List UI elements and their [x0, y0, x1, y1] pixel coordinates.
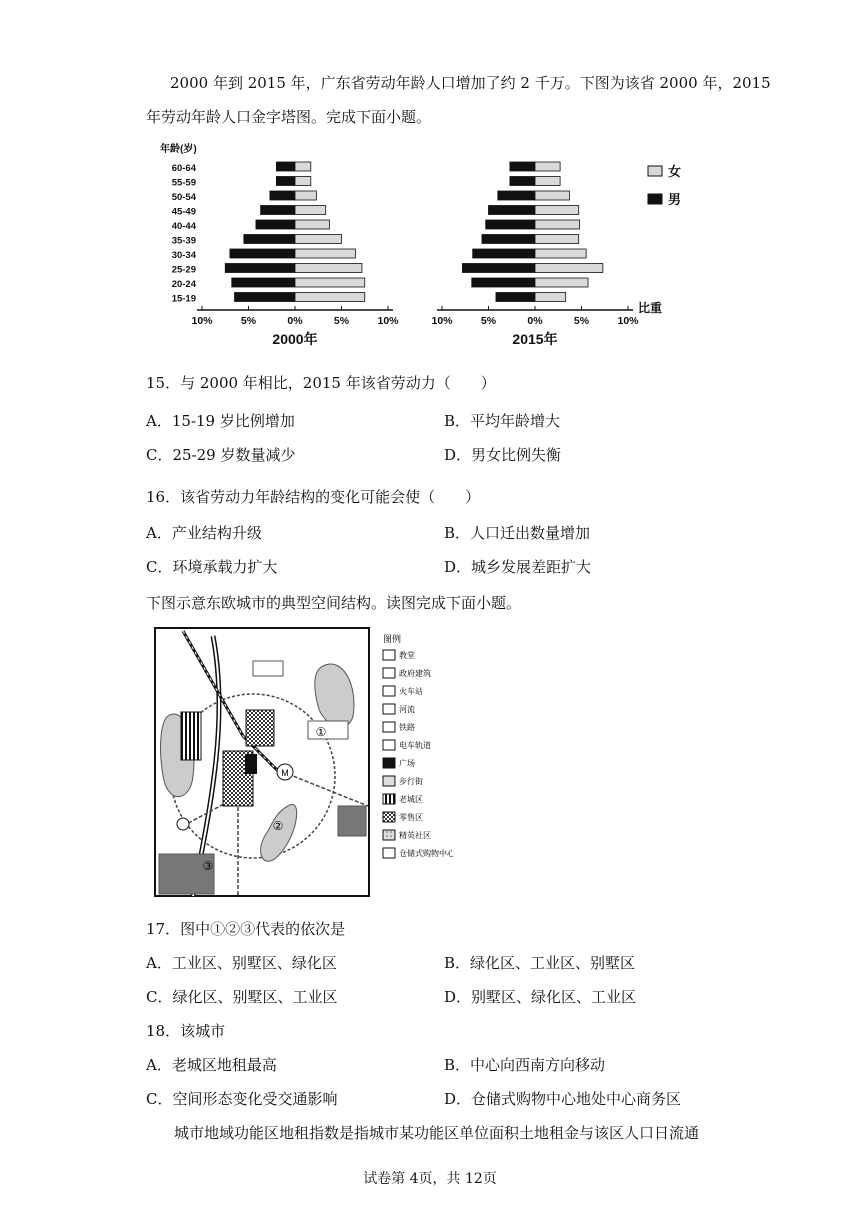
pyramid-svg — [160, 140, 700, 360]
bar-female — [535, 293, 566, 302]
bar-male — [276, 162, 295, 171]
bar-male — [510, 162, 535, 171]
tick-label-age: 40-44 — [171, 221, 196, 232]
panel-title: 2015年 — [512, 331, 558, 347]
bar-female — [295, 249, 355, 258]
tick-label-age: 50-54 — [171, 192, 196, 203]
legend-label-female: 女 — [668, 164, 682, 179]
q16-option-b: B．人口迁出数量增加 — [444, 524, 591, 542]
population-pyramid-chart — [160, 140, 700, 360]
x-tick-label: 5% — [573, 315, 590, 327]
bar-female — [535, 191, 569, 200]
x-tick-label: 10% — [617, 315, 639, 327]
x-tick-label: 10% — [191, 315, 213, 327]
page-footer: 试卷第 4页，共 12页 — [363, 1171, 497, 1187]
q18-option-d: D．仓储式购物中心地处中心商务区 — [444, 1090, 682, 1108]
bar-female — [295, 264, 362, 273]
svg-text:火车站: 火车站 — [399, 687, 423, 696]
q18-option-b: B．中心向西南方向移动 — [444, 1056, 606, 1074]
bar-male — [486, 220, 535, 229]
svg-text:电车轨道: 电车轨道 — [399, 741, 431, 750]
x-tick-label: 5% — [333, 315, 350, 327]
bar-female — [535, 177, 560, 186]
q15-option-a: A．15-19 岁比例增加 — [146, 412, 295, 430]
bar-male — [256, 220, 295, 229]
svg-text:铁路: 铁路 — [399, 723, 415, 732]
legend-title: 图例 — [383, 634, 402, 644]
bar-male — [462, 264, 535, 273]
svg-text:步行街: 步行街 — [399, 777, 423, 786]
bar-male — [230, 249, 295, 258]
bar-female — [295, 235, 342, 244]
svg-text:仓储式购物中心: 仓储式购物中心 — [399, 849, 453, 858]
city-map-svg — [153, 626, 453, 901]
q16-option-c: C．环境承载力扩大 — [146, 558, 278, 576]
x-tick-label: 10% — [377, 315, 399, 327]
label-m: M — [281, 768, 289, 778]
q17-option-c: C．绿化区、别墅区、工业区 — [146, 988, 338, 1006]
bar-male — [235, 293, 295, 302]
svg-text:零售区: 零售区 — [399, 813, 423, 822]
q17-option-d: D．别墅区、绿化区、工业区 — [444, 988, 637, 1006]
bar-male — [225, 264, 295, 273]
bar-female — [295, 278, 365, 287]
q18-option-a: A．老城区地租最高 — [146, 1056, 277, 1074]
label-1: ① — [315, 725, 327, 739]
q17-option-a: A．工业区、别墅区、绿化区 — [146, 954, 337, 972]
intro-map: 下图示意东欧城市的典型空间结构。读图完成下面小题。 — [146, 594, 522, 612]
bar-male — [261, 206, 295, 215]
label-3: ③ — [202, 859, 214, 873]
x-tick-label: 0% — [287, 315, 303, 327]
bar-female — [295, 220, 329, 229]
station-icon — [177, 818, 189, 830]
area-1-block — [308, 721, 348, 739]
q15-option-b: B．平均年龄增大 — [444, 412, 561, 430]
svg-text:政府建筑: 政府建筑 — [399, 669, 431, 678]
svg-text:老城区: 老城区 — [399, 795, 423, 804]
legend-swatch-male — [648, 194, 662, 204]
bar-female — [535, 249, 586, 258]
x-axis-label: 比重 — [638, 301, 663, 315]
bar-male — [244, 235, 295, 244]
legend-swatch-female — [648, 166, 662, 176]
intro-line-2: 年劳动年龄人口金字塔图。完成下面小题。 — [146, 108, 432, 126]
q16-option-d: D．城乡发展差距扩大 — [444, 558, 592, 576]
bar-female — [295, 293, 365, 302]
bar-male — [473, 249, 535, 258]
bar-male — [472, 278, 535, 287]
bar-male — [510, 177, 535, 186]
svg-text:教堂: 教堂 — [399, 651, 415, 660]
bar-female — [295, 177, 311, 186]
tick-label-age: 55-59 — [171, 177, 196, 189]
q18-stem: 18．该城市 — [146, 1022, 226, 1040]
label-2: ② — [272, 819, 284, 833]
q18-option-c: C．空间形态变化受交通影响 — [146, 1090, 338, 1108]
q15-option-c: C．25-29 岁数量减少 — [146, 446, 296, 464]
bar-male — [482, 235, 535, 244]
x-tick-label: 5% — [240, 315, 257, 327]
tick-label-age: 25-29 — [171, 264, 196, 276]
q16-option-a: A．产业结构升级 — [146, 524, 262, 542]
x-tick-label: 0% — [527, 315, 543, 327]
old-town-hatch — [181, 712, 201, 760]
legend-items — [383, 650, 453, 858]
q17-option-b: B．绿化区、工业区、别墅区 — [444, 954, 636, 972]
bar-male — [232, 278, 295, 287]
tick-label-age: 60-64 — [171, 163, 196, 174]
bar-female — [535, 235, 579, 244]
svg-text:河流: 河流 — [399, 705, 415, 714]
retail-block — [246, 710, 274, 746]
y-axis-title: 年龄(岁) — [160, 144, 197, 155]
tick-label-age: 20-24 — [171, 279, 196, 290]
bar-female — [535, 278, 588, 287]
tick-label-age: 30-34 — [171, 250, 196, 261]
tick-label-age: 45-49 — [171, 206, 196, 218]
bar-female — [535, 162, 560, 171]
intro-line-1: 2000 年到 2015 年，广东省劳动年龄人口增加了约 2 千万。下图为该省 2000 年，2015 — [170, 74, 771, 92]
bar-male — [489, 206, 536, 215]
city-structure-map — [153, 626, 453, 901]
q16-stem: 16．该省劳动力年龄结构的变化可能会使（ ） — [146, 488, 481, 506]
bar-male — [498, 191, 535, 200]
q15-stem: 15．与 2000 年相比，2015 年该省劳动力（ ） — [146, 374, 496, 392]
q17-stem: 17．图中①②③代表的依次是 — [146, 920, 346, 938]
q15-option-d: D．男女比例失衡 — [444, 446, 562, 464]
intro-rent-index: 城市地域功能区地租指数是指城市某功能区单位面积土地租金与该区人口日流通 — [174, 1124, 700, 1142]
bar-male — [276, 177, 295, 186]
bar-female — [295, 206, 326, 215]
x-tick-label: 5% — [480, 315, 497, 327]
bar-female — [295, 191, 316, 200]
bar-female — [535, 206, 579, 215]
tick-label-age: 15-19 — [171, 293, 196, 305]
legend-label-male: 男 — [668, 192, 682, 207]
svg-text:精英社区: 精英社区 — [399, 831, 431, 840]
block — [253, 661, 283, 676]
square-block — [245, 754, 257, 774]
bar-female — [535, 220, 580, 229]
bar-female — [535, 264, 603, 273]
industrial-block-e — [338, 806, 366, 836]
bar-female — [295, 162, 311, 171]
bar-male — [496, 293, 535, 302]
svg-text:广场: 广场 — [399, 759, 415, 768]
tick-label-age: 35-39 — [171, 235, 196, 247]
x-tick-label: 10% — [431, 315, 453, 327]
bar-male — [270, 191, 295, 200]
panel-title: 2000年 — [272, 331, 318, 347]
